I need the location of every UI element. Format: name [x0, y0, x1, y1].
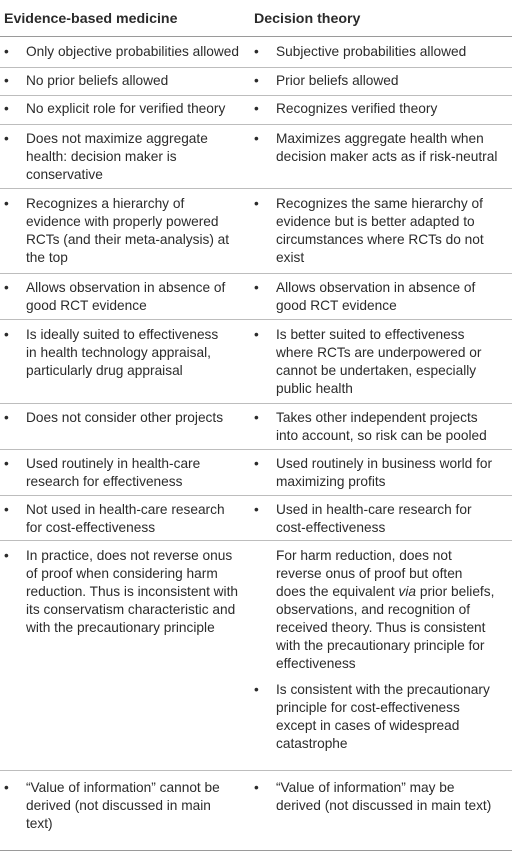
cell-ebm — [0, 450, 250, 495]
cell-text: “Value of information” cannot be derived (not discussed in main text) — [26, 780, 220, 831]
cell-text: Used in health-care research for cost-effectiveness — [276, 502, 472, 535]
cell-text: In practice, does not reverse onus of proof when considering harm reduction. Thus is inconsistent with its conservatism characteristic and with the precautionary principle — [26, 548, 239, 635]
bullet-icon: • — [4, 410, 9, 425]
cell-decision-theory — [250, 541, 512, 770]
bullet-icon: • — [4, 101, 9, 116]
cell-decision-theory — [250, 96, 512, 124]
cell-decision-theory — [250, 771, 512, 850]
table-row — [0, 541, 512, 771]
cell-text: Used routinely in business world for maximizing profits — [276, 456, 493, 489]
cell-text: Is ideally suited to effectiveness in health technology appraisal, particularly drug appraisal — [26, 327, 219, 378]
cell-decision-theory — [250, 496, 512, 540]
cell-text: Recognizes a hierarchy of evidence with properly powered RCTs (and their meta-analysis) at the top — [26, 196, 230, 265]
cell-decision-theory — [250, 37, 512, 67]
cell-ebm — [0, 541, 250, 770]
bullet-icon: • — [254, 682, 259, 697]
bullet-icon: • — [254, 131, 259, 146]
cell-ebm — [0, 68, 250, 95]
cell-text: “Value of information” may be derived (not discussed in main text) — [276, 780, 492, 813]
bullet-icon: • — [4, 548, 9, 563]
cell-decision-theory — [250, 274, 512, 319]
table-row — [0, 404, 512, 450]
cell-text: Takes other independent projects into account, so risk can be pooled — [276, 410, 487, 443]
cell-text: Maximizes aggregate health when decision maker acts as if risk-neutral — [276, 131, 498, 164]
header-evidence-based-medicine: Evidence-based medicine — [4, 11, 178, 27]
cell-text: Allows observation in absence of good RCT evidence — [276, 280, 476, 313]
table-row — [0, 68, 512, 96]
cell-text: Does not consider other projects — [26, 410, 224, 425]
cell-ebm — [0, 404, 250, 449]
cell-text: Not used in health-care research for cost-effectiveness — [26, 502, 225, 535]
bullet-icon: • — [4, 327, 9, 342]
cell-decision-theory — [250, 189, 512, 273]
cell-text: Is better suited to effectiveness where RCTs are underpowered or cannot be undertaken, especially public health — [276, 327, 482, 396]
cell-ebm — [0, 125, 250, 188]
table-row — [0, 189, 512, 274]
cell-decision-theory — [250, 125, 512, 188]
bullet-icon: • — [254, 502, 259, 517]
bullet-icon: • — [4, 456, 9, 471]
cell-text: Prior beliefs allowed — [276, 73, 399, 88]
table-row — [0, 125, 512, 189]
bullet-icon: • — [254, 280, 259, 295]
table-row — [0, 771, 512, 851]
bullet-icon: • — [254, 44, 259, 59]
cell-text: No prior beliefs allowed — [26, 73, 169, 88]
cell-decision-theory — [250, 68, 512, 95]
cell-ebm — [0, 96, 250, 124]
bullet-icon: • — [4, 73, 9, 88]
cell-text: No explicit role for verified theory — [26, 101, 226, 116]
bullet-icon: • — [254, 410, 259, 425]
table-row — [0, 496, 512, 541]
table-row — [0, 274, 512, 320]
cell-decision-theory — [250, 450, 512, 495]
cell-ebm — [0, 37, 250, 67]
bullet-icon: • — [254, 456, 259, 471]
cell-text: Only objective probabilities allowed — [26, 44, 240, 59]
cell-decision-theory — [250, 320, 512, 403]
table-row — [0, 96, 512, 125]
bullet-icon: • — [4, 280, 9, 295]
bullet-icon: • — [254, 73, 259, 88]
bullet-icon: • — [4, 196, 9, 211]
bullet-icon: • — [254, 101, 259, 116]
cell-text: Subjective probabilities allowed — [276, 44, 467, 59]
bullet-icon: • — [4, 131, 9, 146]
cell-text: Is consistent with the precautionary principle for cost-effectiveness except in cases of widespread catastrophe — [276, 682, 490, 751]
bullet-icon: • — [4, 502, 9, 517]
cell-ebm — [0, 496, 250, 540]
bullet-icon: • — [254, 327, 259, 342]
cell-ebm — [0, 771, 250, 850]
cell-ebm — [0, 320, 250, 403]
cell-text: Allows observation in absence of good RCT evidence — [26, 280, 226, 313]
cell-text: Recognizes the same hierarchy of evidence but is better adapted to circumstances where RCTs do not exist — [276, 196, 484, 265]
cell-decision-theory — [250, 404, 512, 449]
table-header-row — [0, 0, 512, 37]
cell-ebm — [0, 274, 250, 319]
table-row — [0, 450, 512, 496]
bullet-icon: • — [4, 780, 9, 795]
cell-ebm — [0, 189, 250, 273]
cell-paragraph: For harm reduction, does not reverse onus of proof but often does the equivalent via prior beliefs, observations, and recognition of received theory. Thus is consistent with the precautionary principle for effectiveness — [276, 548, 495, 671]
bullet-icon: • — [254, 780, 259, 795]
cell-text: Used routinely in health-care research for effectiveness — [26, 456, 201, 489]
bullet-icon: • — [254, 196, 259, 211]
table-row — [0, 320, 512, 404]
table-row — [0, 37, 512, 68]
bullet-icon: • — [4, 44, 9, 59]
cell-text: Recognizes verified theory — [276, 101, 438, 116]
header-decision-theory: Decision theory — [254, 11, 361, 27]
cell-text: Does not maximize aggregate health: decision maker is conservative — [26, 131, 208, 182]
